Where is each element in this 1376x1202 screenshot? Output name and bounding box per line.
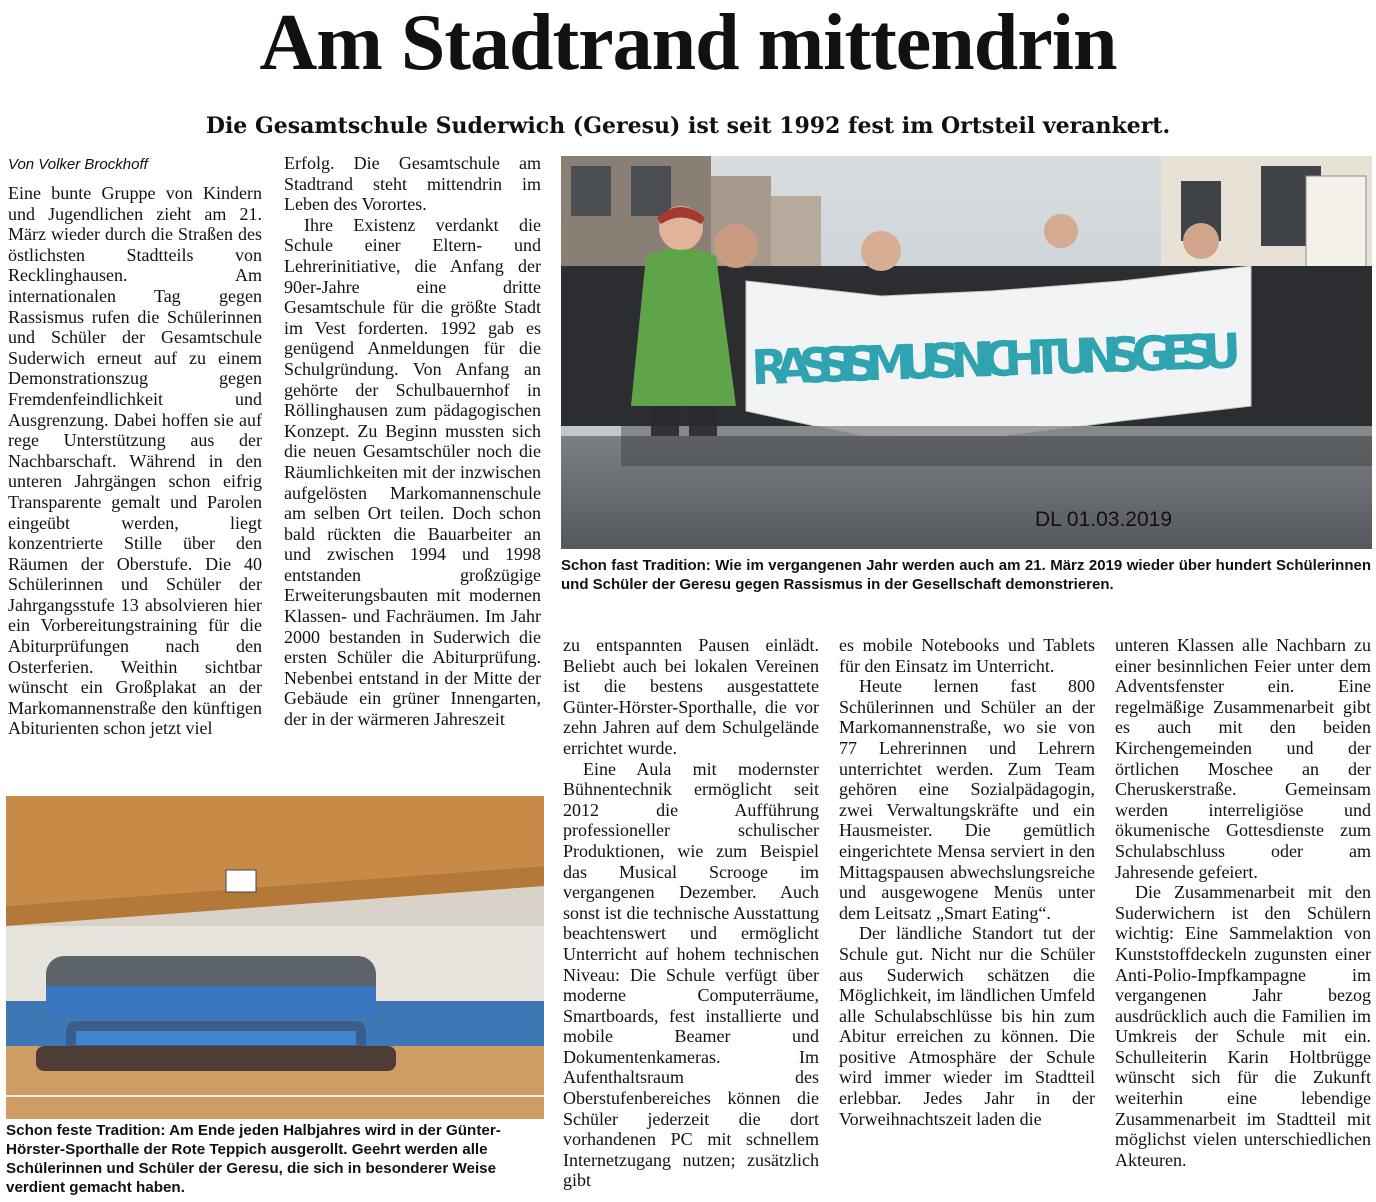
demonstration-image (561, 156, 1372, 549)
article-column-2 (284, 153, 541, 730)
date-stamp: DL 01.03.2019 (1035, 508, 1173, 531)
paragraph: unteren Klassen alle Nachbarn zu einer besinnlichen Feier unter dem Adventsfenster ein. Eine regelmäßige Zusammenarbeit gibt es auch mit den beiden Kirchengemeinden und der örtlichen Moschee an der Cheruskerstraße. Gemeinsam werden interreligiöse und ökumenische Gottesdienste zum Schulabschluss oder am Jahresende gefeiert. (1115, 635, 1371, 882)
paragraph: Der ländliche Standort tut der Schule gut. Nicht nur die Schüler aus Suderwich schätzen die Möglichkeit, im ländlichen Umfeld alle Schulabschlüsse bis hin zum Abitur erreichen zu können. Die positive Atmosphäre der Schule wird immer wieder im Stadtteil erlebbar. Jedes Jahr in der Vorweihnachtszeit laden die (839, 923, 1095, 1129)
photo-caption: Schon fast Tradition: Wie im vergangenen Jahr werden auch am 21. März 2019 wieder über hundert Schülerinnen und Schüler der Geresu gegen Rassismus in der Gesellschaft demonstrieren. (561, 557, 1371, 593)
byline: Von Volker Brockhoff (8, 156, 148, 173)
paragraph: Heute lernen fast 800 Schülerinnen und Schüler an der Markomannenstraße, wo sie von 77 Lehrerinnen und Lehrern unterrichtet werden. Zum Team gehören eine Sozialpädagogin, zwei Verwaltungskräfte und ein Hausmeister. Die gemütlich eingerichtete Mensa serviert in den Mittagspausen abwechslungsreiche und ausgewogene Menüs unter dem Leitsatz „Smart Eating“. (839, 676, 1095, 923)
headline: Am Stadtrand mittendrin (259, 0, 1117, 87)
subheadline: Die Gesamtschule Suderwich (Geresu) ist seit 1992 fest im Ortsteil verankert. (205, 113, 1171, 139)
banner-text: RASSISMUS NICHT UNS G ESU (750, 323, 1242, 397)
article-column-1 (8, 183, 262, 739)
article-column-5 (1115, 635, 1371, 1170)
paragraph: Die Zusammenarbeit mit den Suderwichern ist den Schülern wichtig: Eine Sammelaktion von Kunststoffdeckeln zugunsten einer Anti-Polio-Impfkampagne im vergangenen Jahr bezog ausdrücklich auch die Familien im Umkreis der Schule mit ein. Schulleiterin Karin Holtbrügge wünscht sich für die Zukunft weiterhin eine lebendige Zusammenarbeit im Stadtteil mit möglichst vielen unterschiedlichen Akteuren. (1115, 882, 1371, 1170)
paragraph: Erfolg. Die Gesamtschule am Stadtrand steht mittendrin im Leben des Vorortes. (284, 153, 541, 215)
paragraph: Ihre Existenz verdankt die Schule einer Eltern- und Lehrerinitiative, die Anfang der 90er-Jahre eine dritte Gesamtschule für die größte Stadt im Vest forderten. 1992 gab es genügend Anmeldungen für die Schulgründung. Von Anfang an gehörte der Schulbauernhof in Röllinghausen zum pädagogischen Konzept. Zu Beginn mussten sich die neuen Gesamtschüler noch die Räumlichkeiten mit der inzwischen aufgelösten Markomannenschule am selben Ort teilen. Doch schon bald rückten die Bauarbeiter an und zwischen 1994 und 1998 entstanden großzügige Erweiterungsbauten mit modernen Klassen- und Fachräumen. Im Jahr 2000 bestanden in Suderwich die ersten Schüler die Abiturprüfung. Nebenbei entstand in der Mitte der Gebäude ein grüner Innengarten, der in der wärmeren Jahreszeit (284, 214, 541, 730)
article-column-4 (839, 635, 1095, 1129)
demonstration-photo (561, 156, 1372, 549)
paragraph: zu entspannten Pausen einlädt. Beliebt auch bei lokalen Vereinen ist die bestens ausgestattete Günter-Hörster-Sporthalle, die vor zehn Jahren auf dem Schulgelände errichtet wurde. (563, 635, 819, 758)
sport-hall-image (6, 796, 544, 1119)
photo-caption: Schon feste Tradition: Am Ende jeden Halbjahres wird in der Günter-Hörster-Sporthalle der Rote Teppich ausgerollt. Geehrt werden alle Schülerinnen und Schüler der Geresu, die sich in besonderer Weise verdient gemacht haben. (6, 1122, 501, 1196)
sport-hall-photo (6, 796, 544, 1119)
article-column-3 (563, 635, 819, 1191)
paragraph: Eine bunte Gruppe von Kindern und Jugendlichen zieht am 21. März wieder durch die Straßen des östlichsten Stadtteils von Recklinghausen. Am internationalen Tag gegen Rassismus rufen die Schülerinnen und Schüler der Gesamtschule Suderwich erneut auf zu einem Demonstrationszug gegen Fremdenfeindlichkeit und Ausgrenzung. Dabei hoffen sie auf rege Unterstützung aus der Nachbarschaft. Während in den unteren Jahrgängen schon eifrig Transparente gemalt und Parolen eingeübt werden, liegt konzentrierte Stille über den Räumen der Oberstufe. Die 40 Schülerinnen und Schüler der Jahrgangsstufe 13 absolvieren hier ein Vorbereitungstraining für die Abiturprüfungen nach den Osterferien. Weithin sichtbar wünscht ein Großplakat an der Markomannenstraße den künftigen Abiturienten schon jetzt viel (8, 183, 262, 739)
paragraph: Eine Aula mit modernster Bühnentechnik ermöglicht seit 2012 die Aufführung professioneller schulischer Produktionen, wie zum Beispiel das Musical Scrooge im vergangenen Dezember. Auch sonst ist die technische Ausstattung beachtenswert und ermöglicht Unterricht auf hohem technischen Niveau: Die Schule verfügt über moderne Computerräume, Smartboards, fest installierte und mobile Beamer und Dokumentenkameras. Im Aufenthaltsraum des Oberstufenbereiches können die Schüler jederzeit die dort vorhandenen PC mit schnellem Internetzugang nutzen; zusätzlich gibt (563, 758, 819, 1191)
paragraph: es mobile Notebooks und Tablets für den Einsatz im Unterricht. (839, 635, 1095, 676)
